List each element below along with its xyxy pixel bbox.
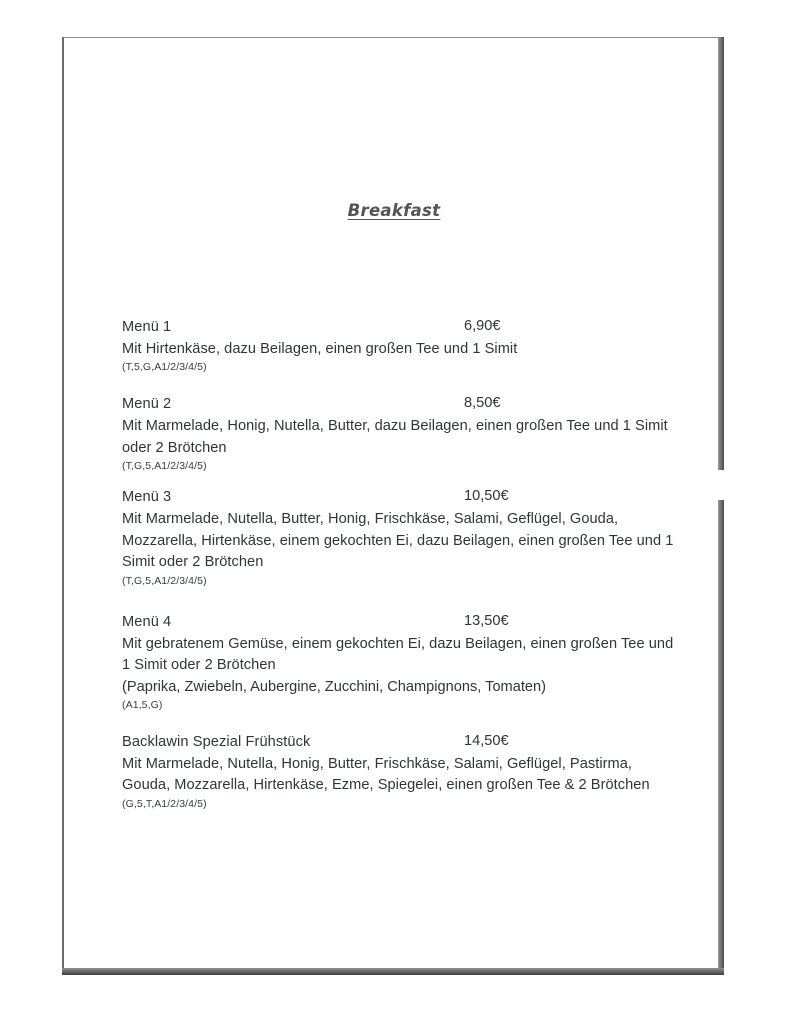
- menu-item-price: 14,50€: [464, 732, 509, 749]
- list-item: [122, 318, 682, 373]
- menu-item-description: Mit Marmelade, Nutella, Butter, Honig, Frischkäse, Salami, Geflügel, Gouda, Mozzarella, Hirtenkäse, einem gekochten Ei, dazu Beilagen, einen großen Tee und 1 Simit oder 2 Brötchen: [122, 511, 674, 571]
- page-title: Breakfast: [347, 201, 441, 220]
- menu-item-header: [122, 395, 682, 416]
- menu-item-header: [122, 318, 682, 339]
- menu-item-name: Backlawin Spezial Frühstück: [122, 733, 311, 750]
- menu-item-header: [122, 733, 682, 754]
- menu-item-price: 8,50€: [464, 395, 501, 412]
- scan-edge-bottom: [62, 968, 724, 975]
- menu-item-allergens: (A1,5,G): [122, 698, 163, 711]
- menu-item-price: 13,50€: [464, 612, 509, 629]
- scan-edge-right: [718, 37, 724, 975]
- menu-item-name: Menü 3: [122, 489, 172, 506]
- list-item: [122, 613, 682, 711]
- menu-item-price: 10,50€: [464, 488, 509, 505]
- menu-item-allergens: (T,G,5,A1/2/3/4/5): [122, 574, 207, 587]
- menu-item-header: [122, 613, 682, 634]
- menu-item-description: Mit Marmelade, Honig, Nutella, Butter, dazu Beilagen, einen großen Tee und 1 Simit oder 2 Brötchen: [122, 418, 668, 456]
- list-item: [122, 733, 682, 810]
- menu-item-description: Mit Hirtenkäse, dazu Beilagen, einen großen Tee und 1 Simit: [122, 341, 518, 357]
- menu-item-name: Menü 2: [122, 396, 172, 413]
- menu-item-allergens: (G,5,T,A1/2/3/4/5): [122, 797, 207, 810]
- menu-item-allergens: (T,G,5,A1/2/3/4/5): [122, 460, 207, 473]
- menu-item-description: Mit Marmelade, Nutella, Honig, Butter, Frischkäse, Salami, Geflügel, Pastirma, Gouda, Mozzarella, Hirtenkäse, Ezme, Spiegelei, einen großen Tee & 2 Brötchen: [122, 755, 650, 794]
- list-item: [122, 488, 682, 586]
- menu-item-price: 6,90€: [464, 318, 501, 334]
- menu-item-name: Menü 1: [122, 319, 172, 335]
- menu-item-header: [122, 488, 682, 509]
- scan-edge-gap: [718, 470, 725, 500]
- menu-item-description: Mit gebratenem Gemüse, einem gekochten Ei, dazu Beilagen, einen großen Tee und 1 Simit oder 2 Brötchen: [122, 635, 674, 674]
- list-item: [122, 395, 682, 472]
- paper-sheet: [62, 37, 724, 975]
- menu-items-list: [122, 318, 682, 829]
- menu-item-extra: (Paprika, Zwiebeln, Aubergine, Zucchini, Champignons, Tomaten): [122, 678, 546, 695]
- menu-item-allergens: (T,5,G,A1/2/3/4/5): [122, 361, 207, 374]
- menu-item-name: Menü 4: [122, 613, 172, 630]
